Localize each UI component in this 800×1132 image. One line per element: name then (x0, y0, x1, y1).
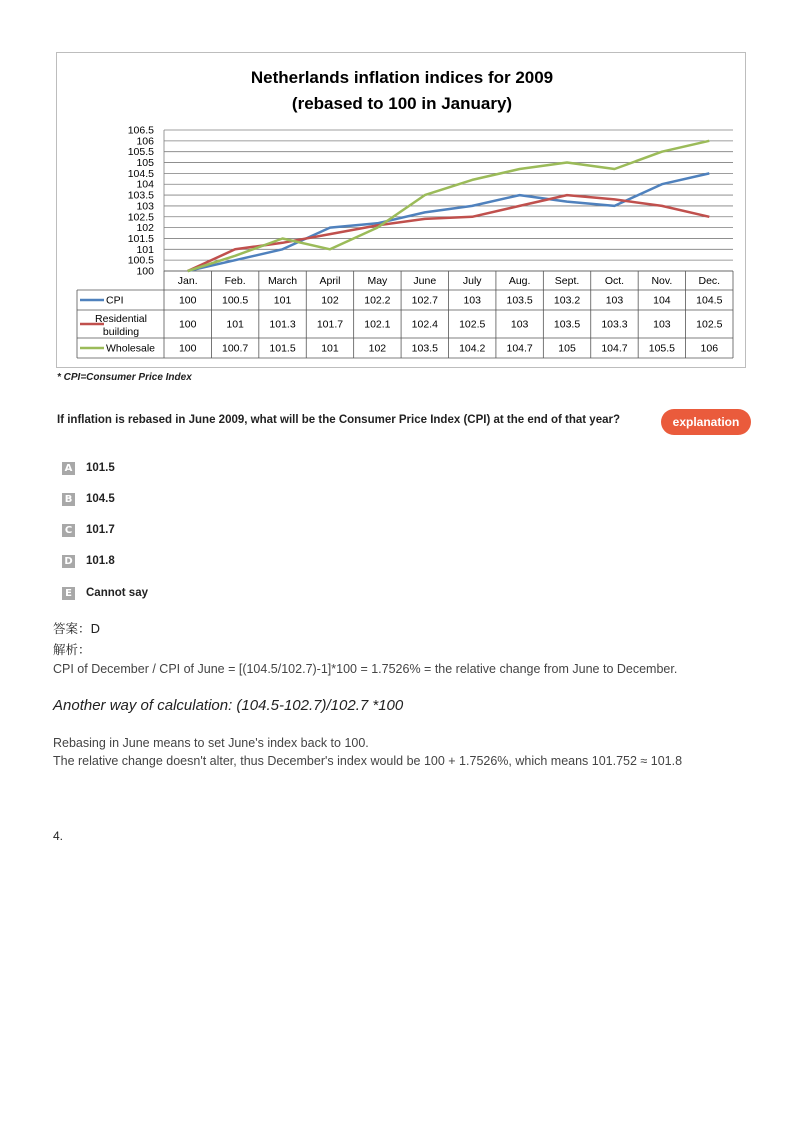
data-cell: 105.5 (648, 342, 676, 355)
data-cell: 104.7 (601, 342, 628, 355)
x-tick-label: Dec. (698, 275, 721, 287)
x-tick-label: June (413, 275, 437, 287)
data-cell: 101.3 (269, 318, 296, 331)
data-cell: 100 (178, 294, 197, 307)
option-text: 104.5 (86, 493, 115, 505)
explanation-line-4: The relative change doesn't alter, thus December's index would be 100 + 1.7526%, which means 101.752 ≈ 101.8 (53, 754, 683, 768)
data-cell: 102.2 (364, 294, 391, 307)
data-cell: 103 (510, 318, 529, 331)
y-tick-label: 100.5 (127, 254, 154, 267)
data-cell: 104 (653, 294, 671, 307)
series-line-residential-building (188, 195, 710, 271)
legend-label: CPI (106, 294, 124, 307)
option-letter-badge: A (62, 462, 75, 475)
data-cell: 102.5 (696, 318, 723, 331)
data-cell: 100.7 (221, 342, 249, 355)
data-cell: 102.4 (411, 318, 438, 331)
next-question-number: 4. (53, 829, 64, 843)
data-cell: 102.5 (459, 318, 486, 331)
data-cell: 103.5 (506, 294, 533, 307)
y-tick-label: 101.5 (127, 232, 154, 245)
explanation-button[interactable]: explanation (661, 409, 751, 435)
option-text: 101.8 (86, 555, 115, 567)
y-tick-label: 106.5 (127, 124, 154, 137)
data-cell: 100 (178, 318, 197, 331)
y-tick-label: 102.5 (127, 211, 154, 224)
data-cell: 106 (700, 342, 719, 355)
data-cell: 102 (368, 342, 387, 355)
option-text: Cannot say (86, 587, 148, 599)
x-tick-label: Jan. (177, 275, 198, 287)
data-cell: 103 (653, 318, 671, 331)
data-cell: 104.5 (696, 294, 723, 307)
option-text: 101.7 (86, 524, 115, 536)
y-tick-label: 105 (136, 157, 154, 170)
x-tick-label: Nov. (651, 275, 673, 287)
data-cell: 103 (463, 294, 481, 307)
legend-label: Residential (95, 313, 147, 325)
question-text: If inflation is rebased in June 2009, what will be the Consumer Price Index (CPI) at the end of that year? (57, 414, 620, 426)
legend-label: Wholesale (106, 342, 156, 355)
explanation-line-2: Another way of calculation: (104.5-102.7)/102.7 *100 (53, 697, 404, 714)
y-tick-label: 103.5 (127, 189, 154, 202)
chart-title: Netherlands inflation indices for 2009 (250, 68, 554, 87)
data-cell: 101 (226, 318, 244, 331)
x-tick-label: April (319, 275, 341, 287)
data-cell: 100 (178, 342, 197, 355)
answer-line: 答案：D (53, 621, 101, 636)
option-letter-badge: C (62, 524, 75, 537)
option-e[interactable] (62, 585, 148, 601)
chart-footnote: * CPI=Consumer Price Index (57, 372, 192, 383)
legend-label: building (102, 326, 140, 338)
chart-svg (57, 53, 745, 367)
x-tick-label: Oct. (604, 275, 625, 287)
data-cell: 105 (558, 342, 576, 355)
data-cell: 103 (605, 294, 624, 307)
y-tick-label: 102 (136, 222, 154, 235)
data-cell: 104.2 (459, 342, 486, 355)
x-tick-label: July (462, 275, 482, 287)
option-letter-badge: E (62, 587, 75, 600)
analysis-label: 解析： (53, 642, 91, 657)
data-cell: 103.3 (601, 318, 628, 331)
inflation-chart (56, 52, 746, 368)
x-tick-label: May (367, 275, 388, 287)
option-d[interactable] (62, 553, 115, 569)
data-cell: 103.5 (553, 318, 581, 331)
data-cell: 102.7 (411, 294, 438, 307)
x-tick-label: Feb. (224, 275, 246, 287)
x-tick-label: Sept. (554, 275, 580, 287)
data-cell: 101 (273, 294, 292, 307)
chart-subtitle: (rebased to 100 in January) (291, 94, 513, 113)
explanation-line-3: Rebasing in June means to set June's index back to 100. (53, 736, 369, 750)
y-tick-label: 101 (136, 243, 154, 256)
option-letter-badge: B (62, 493, 75, 506)
data-cell: 101.7 (316, 318, 344, 331)
y-tick-label: 105.5 (127, 146, 154, 159)
option-a[interactable] (62, 460, 115, 476)
data-cell: 103.2 (553, 294, 581, 307)
explanation-line-1: CPI of December / CPI of June = [(104.5/102.7)-1]*100 = 1.7526% = the relative change from June to December. (53, 662, 678, 676)
data-cell: 102 (321, 294, 339, 307)
x-tick-label: March (267, 275, 298, 287)
y-tick-label: 104 (136, 178, 154, 191)
data-cell: 104.7 (506, 342, 533, 355)
y-tick-label: 100 (136, 265, 154, 278)
option-letter-badge: D (62, 555, 75, 568)
data-cell: 100.5 (221, 294, 249, 307)
y-tick-label: 103 (136, 200, 154, 213)
y-tick-label: 104.5 (127, 167, 154, 180)
data-cell: 102.1 (364, 318, 391, 331)
x-tick-label: Aug. (508, 275, 531, 287)
option-text: 101.5 (86, 462, 115, 474)
data-cell: 101 (321, 342, 339, 355)
y-tick-label: 106 (136, 135, 154, 148)
data-cell: 101.5 (269, 342, 296, 355)
option-c[interactable] (62, 522, 115, 538)
option-b[interactable] (62, 491, 115, 507)
data-cell: 103.5 (411, 342, 438, 355)
